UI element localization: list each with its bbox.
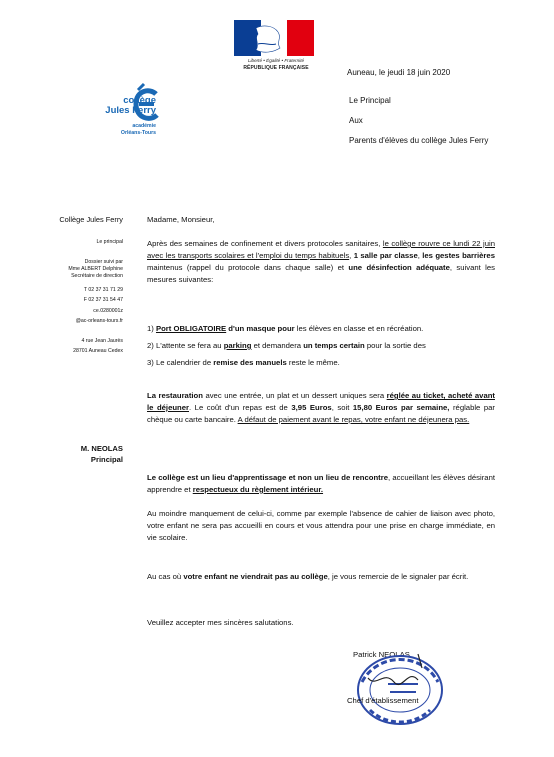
text-span: Au cas où [147,572,184,581]
text-span: 3,95 Euros [291,402,332,412]
text-span: Port OBLIGATOIRE [155,324,227,333]
date-line: Auneau, le jeudi 18 juin 2020 [347,68,451,77]
logo-line-college: collège [123,95,156,106]
signer-name: Patrick NEOLAS [353,650,410,659]
to-label: Aux [349,116,363,125]
paragraph-learning [147,472,495,496]
text-span: maintenus (rappel du protocole dans chaque salle) et [147,262,349,272]
text-span: les gestes barrières [422,250,495,260]
text-span: 1) [147,324,156,333]
paragraph-restauration [147,390,495,426]
college-logo [98,82,178,162]
school-stamp-icon [348,648,448,732]
sidebar-signer-title: Principal [90,455,123,464]
sidebar-role: Le principal [96,239,123,245]
text-span: , soit [331,402,353,412]
text-span: , accueillant les élèves désirant apprendre et [147,473,495,494]
text-span: pour la sortie des [364,341,426,350]
sidebar-city: 28701 Auneau Cedex [73,348,123,354]
text-span: 1 salle par classe [353,250,418,260]
text-span: réglable par chèque ou carte bancaire. [147,402,495,424]
sidebar-street: 4 rue Jean Jaurès [81,338,123,344]
sidebar-email: @ac-orleans-tours.fr [75,318,123,324]
sidebar-phone: T 02 37 31 71 29 [83,287,123,293]
signer-role: Chef d'établissement [347,696,419,705]
text-span: , je vous remercie de le signaler par écrit. [327,572,469,581]
text-span: Après des semaines de confinement et divers protocoles sanitaires, [147,239,383,248]
text-span: réglée au ticket, acheté avant le déjeuner [147,391,495,412]
logo-line-region: Orléans-Tours [120,130,156,136]
sender-line: Le Principal [349,96,391,105]
text-span: avec une entrée, un plat et un dessert uniques sera [202,391,387,400]
text-span: d'un masque pour [226,324,295,333]
text-span: 2) L'attente se fera au [147,341,224,350]
sidebar-contact-role: Secrétaire de direction [71,273,123,279]
logo-line-name: Jules Ferry [105,105,156,116]
logo-line-academie: académie [132,123,156,129]
text-span: . Le coût d'un repas est de [189,402,292,412]
text-span: un temps certain [303,341,365,350]
sidebar-signer-name: M. NEOLAS [80,444,123,453]
measure-item-2 [147,340,495,352]
paragraph-discipline: Au moindre manquement de celui-ci, comme par exemple l'absence de cahier de liaison avec photo, votre enfant ne sera pas accueilli en cours et vous attendra pour une prise en charge immédiate, en vie scolaire. [147,509,495,542]
closing-line: Veuillez accepter mes sincères salutations. [147,618,294,627]
measure-item-1 [147,323,495,335]
text-span: une désinfection adéquate [348,262,450,272]
sidebar-fax: F 02 37 31 54 47 [83,297,123,303]
text-span: A défaut de paiement avant le repas, votre enfant ne déjeunera pas. [237,414,470,424]
republique-francaise-logo [234,20,318,76]
sidebar-followed-by: Dossier suivi par [84,259,123,265]
motto-text: Liberté • Égalité • Fraternité [247,58,305,63]
text-span: les élèves en classe et en récréation. [294,324,424,333]
paragraph-absence [147,571,495,583]
recipients-line: Parents d'élèves du collège Jules Ferry [349,136,489,145]
paragraph-reopening [147,238,495,286]
text-span: respectueux du règlement intérieur. [192,484,324,494]
marianne-icon [234,20,314,56]
sidebar-code: ce.0280001z [93,308,123,314]
text-span: , [417,250,423,260]
sidebar-contact-name: Mme ALBERT Delphine [68,266,123,272]
text-span: La restauration [147,391,203,400]
text-span: remise des manuels [213,358,287,367]
text-span: 3) Le calendrier de [147,358,214,367]
text-span: et demandera [251,341,304,350]
measure-item-3 [147,357,495,369]
republic-text: RÉPUBLIQUE FRANÇAISE [243,65,309,71]
text-span: parking [223,341,252,350]
text-span: reste le même. [286,358,340,367]
text-span: le collège rouvre ce lundi 22 juin avec les transports scolaires et l'emploi du temps habituels [147,239,495,260]
text-span: , [349,250,354,260]
salutation: Madame, Monsieur, [147,215,215,224]
text-span: 15,80 Euros par semaine, [352,402,450,412]
sidebar-school: Collège Jules Ferry [59,215,123,224]
text-span: Le collège est un lieu d'apprentissage et non un lieu de rencontre [147,473,388,482]
text-span: votre enfant ne viendrait pas au collège [183,572,328,581]
text-span: , suivant les mesures suivantes: [147,262,495,284]
